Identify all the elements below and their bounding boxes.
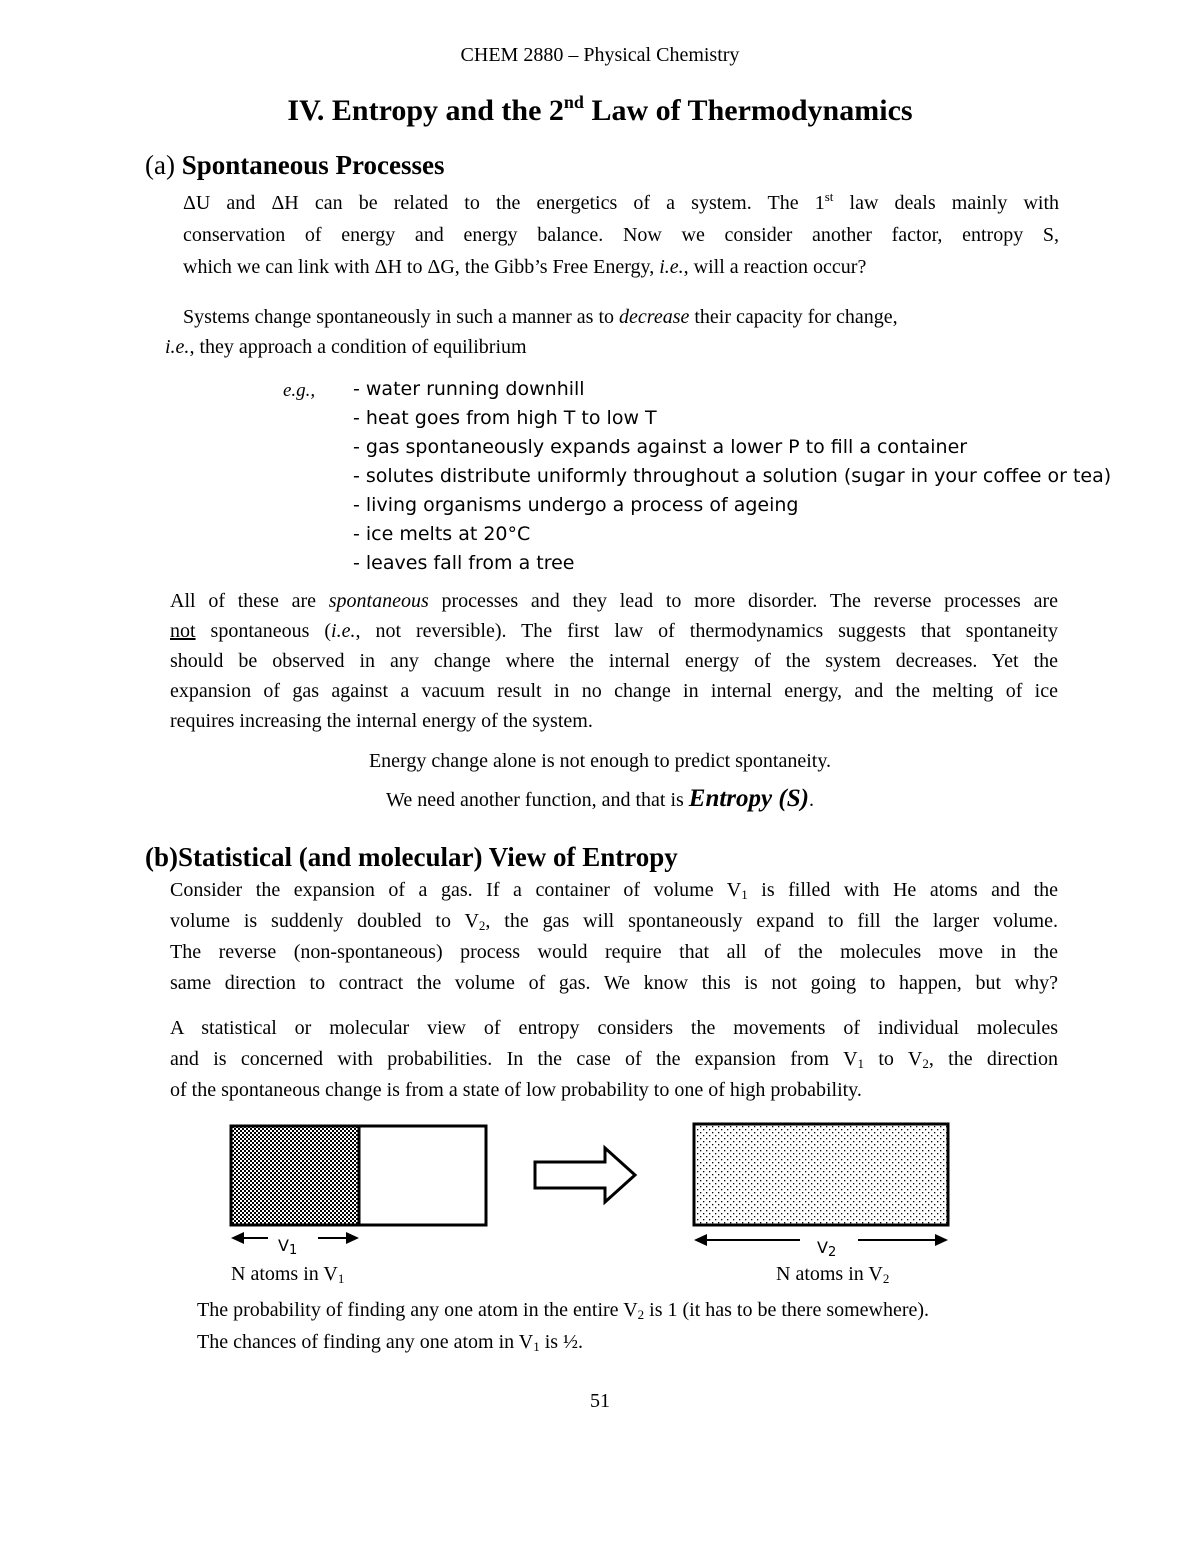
p1-line2: conservation of energy and energy balance. Now we consider another factor, entropy S, [183, 224, 1059, 246]
p5-line1: A statistical or molecular view of entropy considers the movements of individual molecules [170, 1017, 1058, 1039]
p2-line2: i.e., they approach a condition of equilibrium [165, 336, 527, 358]
center-line-2: We need another function, and that is Entropy (S). [386, 785, 814, 812]
title-pre: IV. Entropy and the 2 [287, 94, 564, 127]
p6-line1: The probability of finding any one atom in the entire $V_2$ is 1 (it has to be there somewhere). [197, 1299, 930, 1322]
expansion-diagram [0, 1110, 1200, 1260]
page-number: 51 [590, 1390, 610, 1412]
arrow-left-icon [694, 1234, 707, 1246]
p4-line2: volume is suddenly doubled to $V_2$, the gas will spontaneously expand to fill the larger volume. [170, 910, 1058, 933]
p5-line3: of the spontaneous change is from a state of low probability to one of high probability. [170, 1079, 862, 1101]
list-item: - leaves fall from a tree [353, 552, 575, 574]
label-v1: $V_1$ [278, 1236, 298, 1258]
arrow-right-small-icon [935, 1234, 948, 1246]
p2-line1: Systems change spontaneously in such a manner as to decrease their capacity for change, [183, 306, 898, 328]
p4-line4: same direction to contract the volume of gas. We know this is not going to happen, but why? [170, 972, 1058, 994]
container-v2 [694, 1124, 948, 1225]
title-sup: nd [563, 92, 584, 112]
section-a-label: (a) [145, 150, 175, 180]
p6-line2: The chances of finding any one atom in $V_1$ is ½. [197, 1331, 584, 1354]
list-item: - heat goes from high T to low T [353, 407, 657, 429]
list-item: - gas spontaneously expands against a lower P to fill a container [353, 436, 968, 458]
p5-line2: and is concerned with probabilities. In the case of the expansion from $V_1$ to $V_2$, the direction [170, 1048, 1058, 1071]
list-item: - living organisms undergo a process of ageing [353, 494, 799, 516]
page-title [0, 94, 1200, 128]
p4-line1: Consider the expansion of a gas. If a container of volume $V_1$ is filled with He atoms and the [170, 879, 1058, 902]
p4-line3: The reverse (non-spontaneous) process would require that all of the molecules move in the [170, 941, 1058, 963]
section-b-heading: (b)Statistical (and molecular) View of Entropy [145, 842, 678, 872]
examples-label: e.g., [283, 380, 316, 401]
p1-line1: ΔU and ΔH can be related to the energetics of a system. The 1st law deals mainly with [183, 189, 1059, 214]
p1-line3: which we can link with ΔH to ΔG, the Gibb’s Free Energy, i.e., will a reaction occur? [183, 256, 867, 278]
caption-v2: N atoms in $V_2$ [776, 1263, 890, 1286]
center-line-1: Energy change alone is not enough to predict spontaneity. [368, 750, 832, 772]
p3-line1: All of these are spontaneous processes and they lead to more disorder. The reverse processes are [170, 590, 1058, 612]
p3-line3: should be observed in any change where the internal energy of the system decreases. Yet the [170, 650, 1058, 672]
arrow-left-icon [231, 1232, 244, 1244]
page-header: CHEM 2880 – Physical Chemistry [460, 44, 740, 66]
title-post: Law of Thermodynamics [583, 94, 913, 127]
list-item: - solutes distribute uniformly throughout a solution (sugar in your coffee or tea) [353, 465, 1112, 487]
gas-filled-half [231, 1126, 359, 1225]
caption-v1: N atoms in $V_1$ [231, 1263, 345, 1286]
p3-line5: requires increasing the internal energy of the system. [170, 710, 593, 732]
list-item: - water running downhill [353, 378, 585, 400]
list-item: - ice melts at 20°C [353, 523, 531, 545]
p3-line4: expansion of gas against a vacuum result in no change in internal energy, and the melting of ice [170, 680, 1058, 702]
label-v2: $V_2$ [817, 1238, 837, 1260]
section-a-heading [145, 150, 445, 181]
p3-line2: not spontaneous (i.e., not reversible). The first law of thermodynamics suggests that spontaneity [170, 620, 1058, 642]
arrow-right-icon [535, 1148, 635, 1202]
section-a-title: Spontaneous Processes [181, 150, 445, 180]
arrow-right-small-icon [346, 1232, 359, 1244]
entropy-term: Entropy (S) [688, 785, 809, 812]
